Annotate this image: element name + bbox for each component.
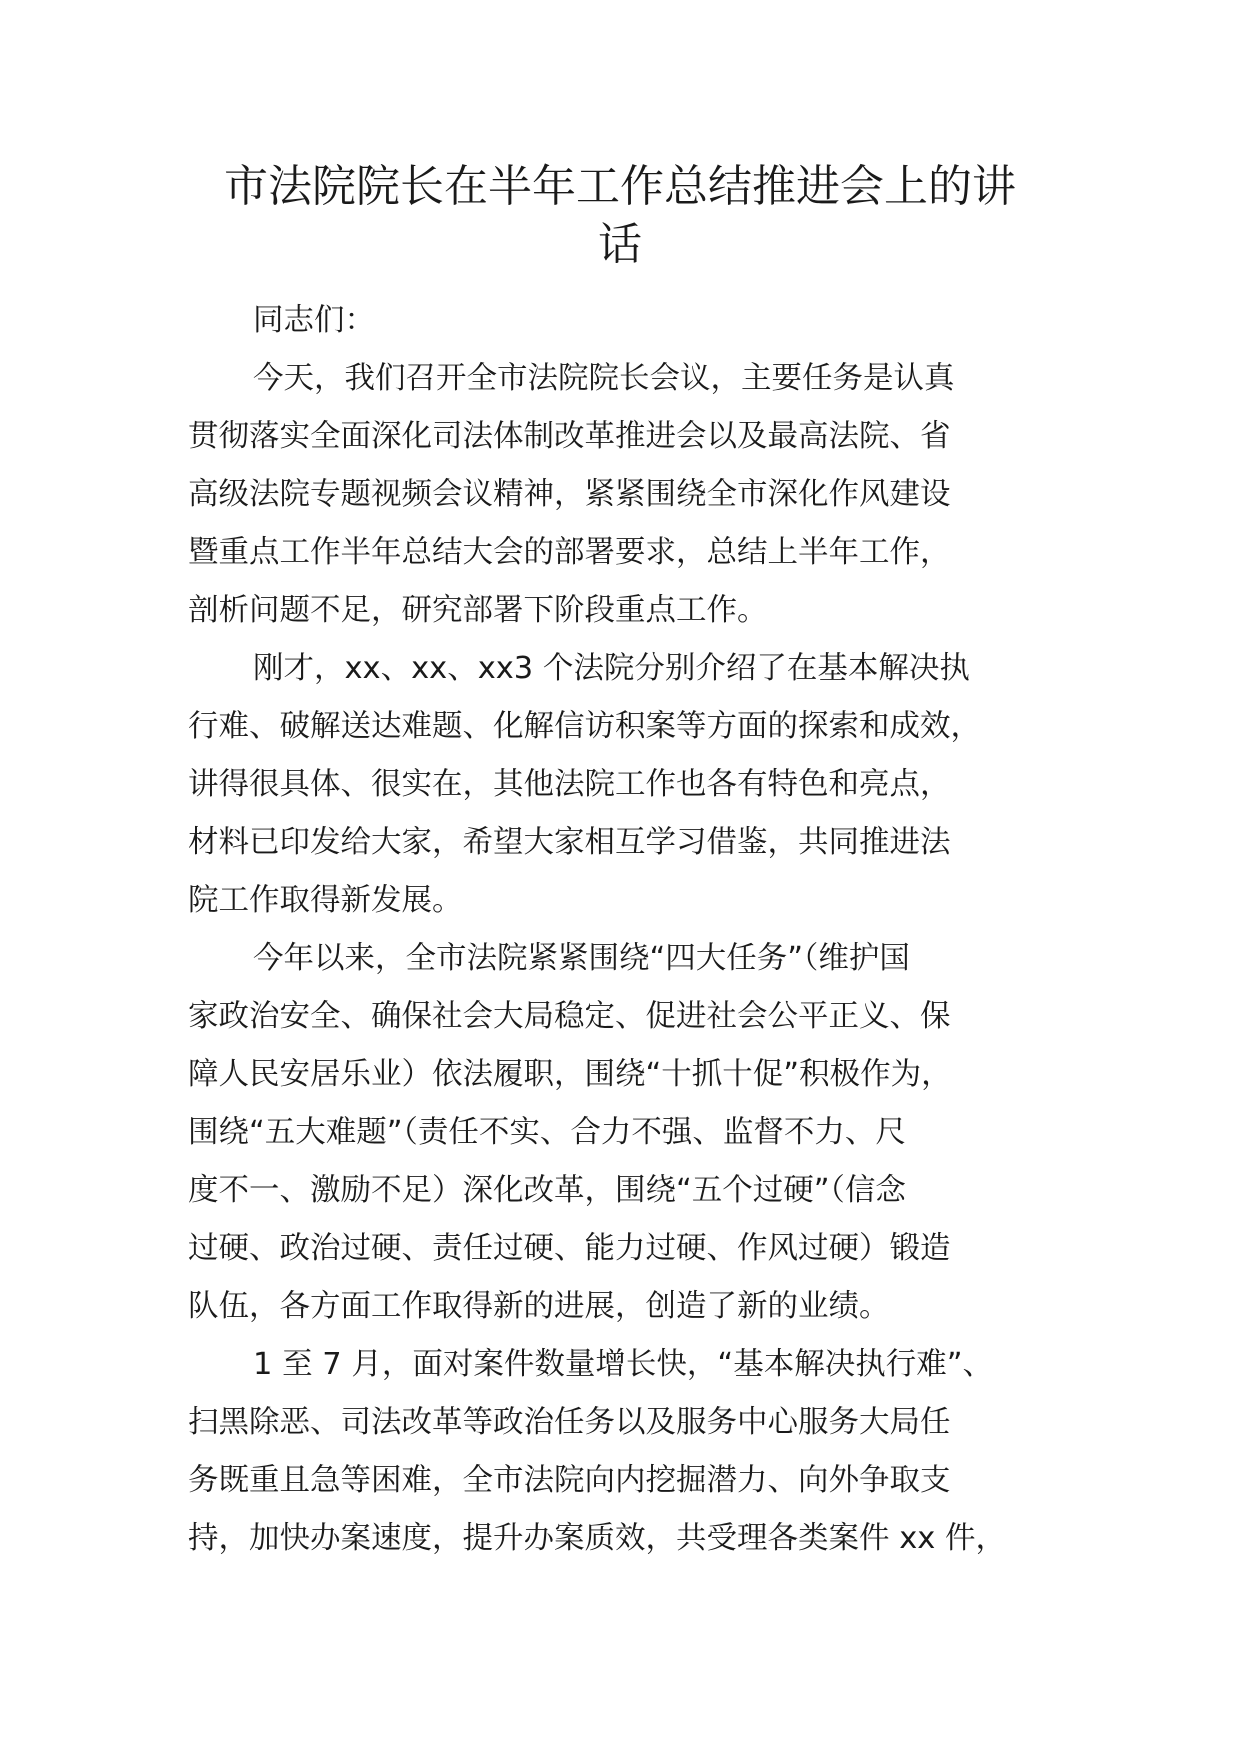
body-paragraph (188, 1336, 1060, 1568)
text-line: 高级法院专题视频会议精神，紧紧围绕全市深化作风建设 (188, 477, 951, 512)
text-line: 家政治安全、确保社会大局稳定、促进社会公平正义、保 (188, 999, 951, 1034)
body-paragraph (188, 930, 1060, 1336)
text-line: 剖析问题不足，研究部署下阶段重点工作。 (188, 593, 768, 628)
text-line: 队伍，各方面工作取得新的进展，创造了新的业绩。 (188, 1289, 890, 1324)
text-line: 材料已印发给大家，希望大家相互学习借鉴，共同推进法 (188, 825, 951, 860)
text-line: 行难、破解送达难题、化解信访积案等方面的探索和成效， (188, 709, 981, 744)
text-line: 刚才，xx、xx、xx3 个法院分别介绍了在基本解决执 (253, 651, 970, 686)
document-title (190, 158, 1050, 274)
body-paragraph (188, 350, 1060, 640)
salutation-paragraph (188, 292, 1060, 350)
text-line: 暨重点工作半年总结大会的部署要求，总结上半年工作， (188, 535, 951, 570)
body-paragraph (188, 640, 1060, 930)
text-line: 讲得很具体、很实在，其他法院工作也各有特色和亮点， (188, 767, 951, 802)
text-line: 过硬、政治过硬、责任过硬、能力过硬、作风过硬）锻造 (188, 1231, 951, 1266)
text-line: 今年以来，全市法院紧紧围绕“四大任务”（维护国 (253, 941, 910, 976)
text-line: 同志们： (253, 303, 375, 338)
document-body (188, 292, 1060, 1568)
title-line: 话 (598, 219, 642, 270)
text-line: 扫黑除恶、司法改革等政治任务以及服务中心服务大局任 (188, 1405, 951, 1440)
title-line: 市法院院长在半年工作总结推进会上的讲 (224, 161, 1016, 212)
text-line: 障人民安居乐业）依法履职，围绕“十抓十促”积极作为， (188, 1057, 952, 1092)
text-line: 持，加快办案速度，提升办案质效，共受理各类案件 xx 件， (188, 1521, 1006, 1556)
text-line: 今天，我们召开全市法院院长会议，主要任务是认真 (253, 361, 955, 396)
text-line: 1 至 7 月，面对案件数量增长快，“基本解决执行难”、 (253, 1347, 993, 1382)
text-line: 贯彻落实全面深化司法体制改革推进会以及最高法院、省 (188, 419, 951, 454)
text-line: 围绕“五大难题”（责任不实、合力不强、监督不力、尺 (188, 1115, 906, 1150)
text-line: 度不一、激励不足）深化改革，围绕“五个过硬”（信念 (188, 1173, 906, 1208)
text-line: 务既重且急等困难，全市法院向内挖掘潜力、向外争取支 (188, 1463, 951, 1498)
text-line: 院工作取得新发展。 (188, 883, 463, 918)
